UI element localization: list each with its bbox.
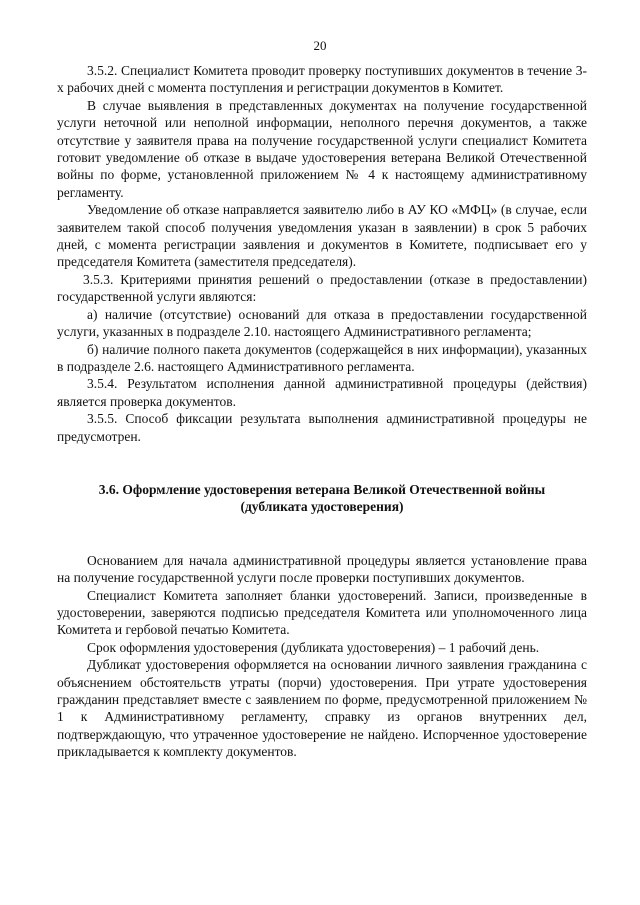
paragraph-refusal-grounds: В случае выявления в представленных документах на получение государственной услуги неточной или неполной информации, неполного перечня документов, а также отсутствие у заявителя права на получение государственной услуги специалист Комитета готовит уведомление об отказе в выдаче удостоверения ветерана Великой Отечественной войны по форме, установленной приложением № 4 к настоящему административному регламенту. (57, 97, 587, 200)
paragraph-issue-term: Срок оформления удостоверения (дубликата удостоверения) – 1 рабочий день. (87, 639, 540, 655)
paragraph-3-5-4: 3.5.4. Результатом исполнения данной административной процедуры (действия) является проверка документов. (57, 376, 587, 409)
section-heading-line-1: 3.6. Оформление удостоверения ветерана Великой Отечественной войны (98, 481, 546, 497)
paragraph-forms-filling: Специалист Комитета заполняет бланки удостоверений. Записи, произведенные в удостоверении, заверяются подписью председателя Комитета или уполномоченного лица Комитета и гербовой печатью Комитета. (57, 587, 587, 638)
page-number: 20 (313, 38, 327, 53)
paragraph-refusal-notice: Уведомление об отказе направляется заявителю либо в АУ КО «МФЦ» (в случае, если заявителем такой способ получения уведомления указан в заявлении) в срок 5 рабочих дней, с момента регистрации заявления и документов в Комитете, подписывает его у председателя Комитета (заместителя председателя). (57, 202, 587, 270)
paragraph-procedure-basis: Основанием для начала административной процедуры является установление права на получение государственной услуги после проверки поступивших документов. (57, 552, 587, 586)
paragraph-criterion-b: б) наличие полного пакета документов (содержащейся в них информации), указанных в подразделе 2.6. настоящего Административного регламента. (57, 341, 587, 374)
paragraph-3-5-2: 3.5.2. Специалист Комитета проводит проверку поступивших документов в течение 3-х рабочих дней с момента поступления и регистрации документов в Комитет. (57, 63, 587, 96)
document-body (57, 62, 587, 761)
paragraph-3-5-5: 3.5.5. Способ фиксации результата выполнения административной процедуры не предусмотрен. (57, 411, 587, 444)
section-heading-line-2: (дубликата удостоверения) (240, 499, 404, 515)
paragraph-criterion-a: а) наличие (отсутствие) оснований для отказа в предоставлении государственной услуги, указанных в подразделе 2.10. настоящего Административного регламента; (57, 306, 587, 340)
paragraph-3-5-3: 3.5.3. Критериями принятия решений о предоставлении (отказе в предоставлении) государственной услуги являются: (57, 271, 587, 305)
paragraph-duplicate: Дубликат удостоверения оформляется на основании личного заявления гражданина с объяснением обстоятельств утраты (порчи) удостоверения. При утрате удостоверения гражданин представляет вместе с заявлением по форме, предусмотренной приложением № 1 к Административному регламенту, справку из органов внутренних дел, подтверждающую, что утраченное удостоверение не найдено. Испорченное удостоверение прикладывается к комплекту документов. (57, 657, 587, 760)
section-heading-3-6 (57, 481, 587, 516)
